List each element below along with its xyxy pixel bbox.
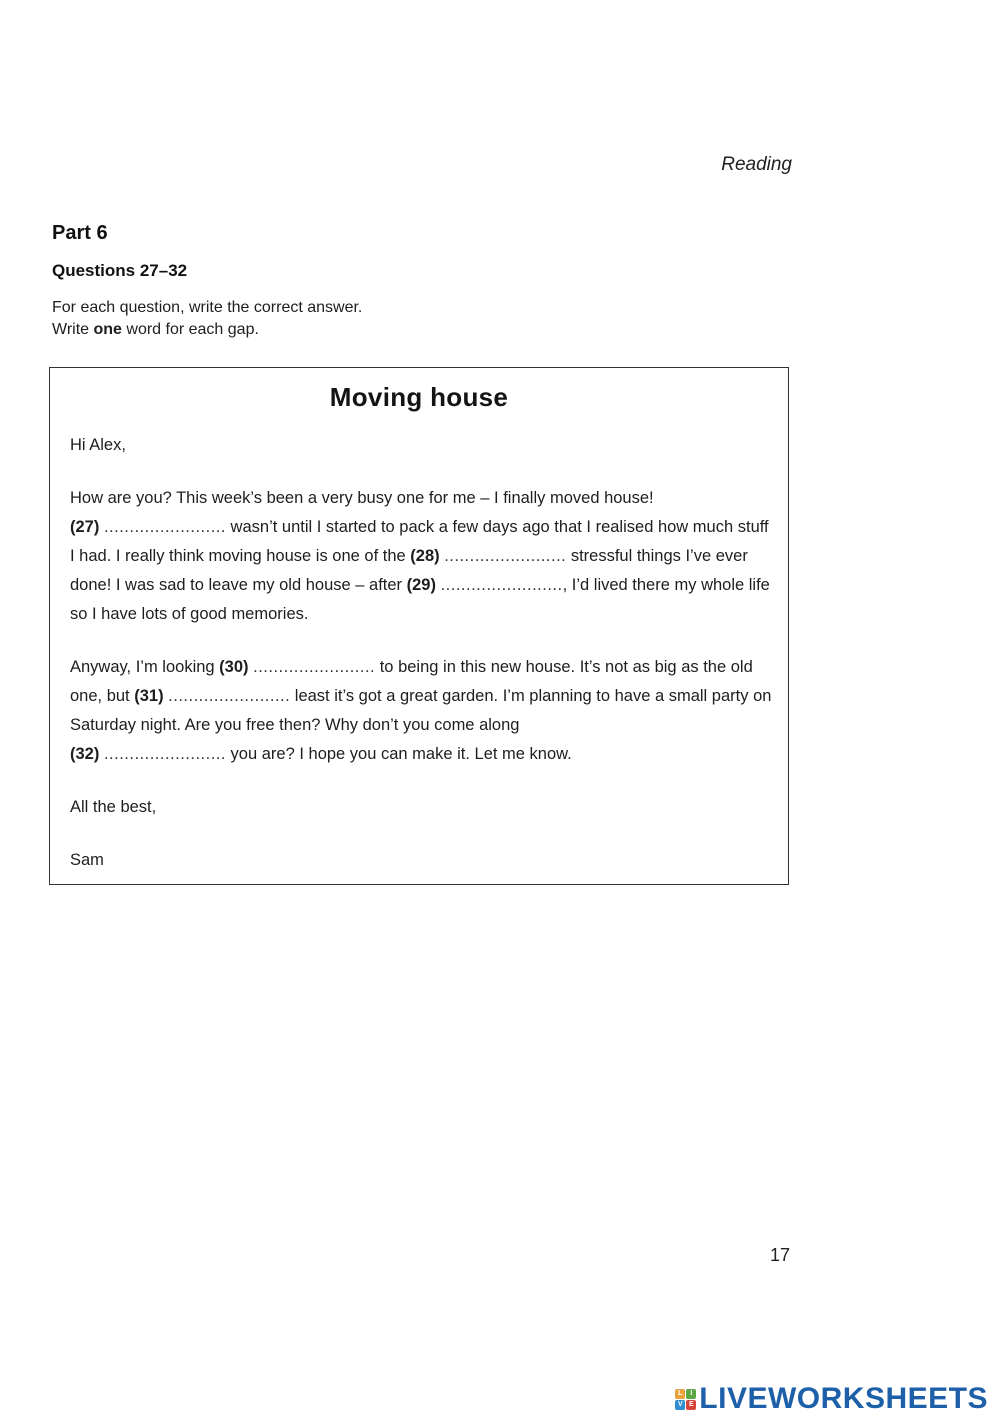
question-number-30: (30) xyxy=(219,658,249,676)
logo-tile: E xyxy=(686,1400,696,1410)
closing: All the best, xyxy=(70,798,157,816)
question-number-31: (31) xyxy=(134,687,164,705)
logo-tile: V xyxy=(675,1400,685,1410)
part-title: Part 6 xyxy=(52,222,108,244)
instruction-line-1: For each question, write the correct answer. xyxy=(52,299,363,316)
sentence: to being in this new house. It’s not as big as the old one, but xyxy=(70,658,753,705)
question-number-32: (32) xyxy=(70,745,100,763)
section-label: Reading xyxy=(721,154,792,175)
question-number-28: (28) xyxy=(410,547,440,565)
logo-tile: I xyxy=(686,1389,696,1399)
signature: Sam xyxy=(70,851,104,869)
paragraph-2 xyxy=(70,653,775,769)
sentence: How are you? This week’s been a very busy one for me – I finally moved house! xyxy=(70,489,654,507)
question-number-29: (29) xyxy=(406,576,436,594)
instruction-text: word for each gap. xyxy=(121,321,259,338)
sentence: you are? I hope you can make it. Let me know. xyxy=(225,745,572,763)
instructions xyxy=(52,297,362,341)
questions-range: Questions 27–32 xyxy=(52,261,188,280)
greeting: Hi Alex, xyxy=(70,436,126,454)
reading-text-box xyxy=(49,367,789,885)
instruction-emphasis: one xyxy=(93,321,122,338)
answer-gap-27[interactable]: ........................ xyxy=(103,518,226,536)
paragraph-1 xyxy=(70,484,775,629)
answer-gap-32[interactable]: ........................ xyxy=(103,745,226,763)
letter-body xyxy=(70,431,775,875)
page-number: 17 xyxy=(769,1245,790,1265)
watermark-text: LIVEWORKSHEETS xyxy=(699,1382,988,1415)
sentence: least it’s got a great garden. I’m planning to have a small party on Saturday night. Are you free then? Why don’t you come along xyxy=(70,687,772,734)
sentence: wasn’t until I started to pack a few days ago that I realised how much stuff I had. I really think moving house is one of the xyxy=(70,518,769,565)
instruction-line-2 xyxy=(52,319,362,341)
liveworksheets-watermark xyxy=(675,1382,988,1416)
logo-tile: L xyxy=(675,1389,685,1399)
answer-gap-29[interactable]: ........................ xyxy=(440,576,563,594)
text-title: Moving house xyxy=(329,382,509,412)
question-number-27: (27) xyxy=(70,518,100,536)
sentence: stressful things I’ve ever done! I was sad to leave my old house – after xyxy=(70,547,748,594)
answer-gap-31[interactable]: ........................ xyxy=(168,687,291,705)
answer-gap-28[interactable]: ........................ xyxy=(444,547,567,565)
liveworksheets-logo-icon xyxy=(675,1389,696,1410)
answer-gap-30[interactable]: ........................ xyxy=(253,658,376,676)
instruction-text: Write xyxy=(52,321,94,338)
sentence: Anyway, I’m looking xyxy=(70,658,220,676)
sentence: , I’d lived there my whole life so I have lots of good memories. xyxy=(70,576,770,623)
